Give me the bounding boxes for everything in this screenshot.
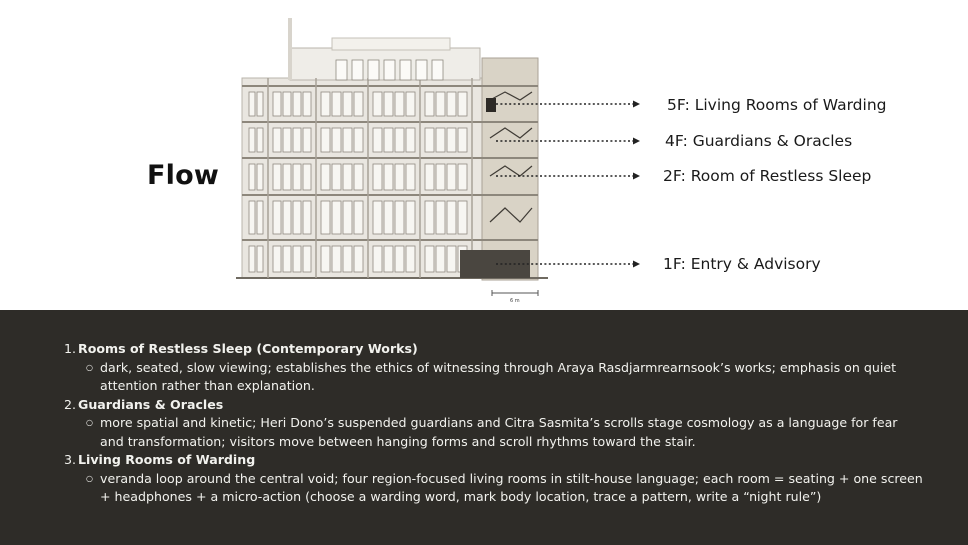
floor-label-4f: 4F: Guardians & Oracles [665,132,853,150]
window-pane [321,246,330,272]
window-pane [303,201,311,234]
floor-label-1f: 1F: Entry & Advisory [663,255,821,273]
window-pane [436,164,445,190]
window-pane [373,201,382,234]
window-pane [257,92,263,116]
window-pane [293,92,301,116]
window-pane [293,128,301,152]
window-pane [293,164,301,190]
window-pane [447,201,456,234]
window-pane [384,164,393,190]
window-pane [257,201,263,234]
window-pane [354,201,363,234]
window-pane [447,164,456,190]
window-pane [249,164,255,190]
window-pane [458,164,467,190]
arrow-heads [633,101,640,268]
window-pane [332,128,341,152]
window-pane [447,92,456,116]
floor-label-2f: 2F: Room of Restless Sleep [663,167,872,185]
item-description: veranda loop around the central void; four region-focused living rooms in stilt-house language; each room = seating + one screen + headphones + a micro-action (choose a warding word, mark body location, trace a pattern, write a “night rule”) [100,470,923,504]
window-pane [395,164,404,190]
window-pane [406,92,415,116]
window-pane [384,201,393,234]
item-number: 3. [64,452,77,467]
window-pane [303,128,311,152]
window-pane [384,246,393,272]
window-pane [425,128,434,152]
window-pane [343,201,352,234]
window-pane [273,164,281,190]
window-pane [436,92,445,116]
item-description: dark, seated, slow viewing; establishes the ethics of witnessing through Araya Rasdjarmrearnsook’s works; emphasis on quiet attention rather than explanation. [100,359,897,393]
window-pane [321,164,330,190]
bullet-circle-icon: ○ [86,473,93,483]
window-pane [283,246,291,272]
item-title: Rooms of Restless Sleep (Contemporary Works) [78,341,418,356]
window-pane [436,201,445,234]
window-pane [273,128,281,152]
window-pane [354,128,363,152]
window-pane [436,128,445,152]
window-pane [373,92,382,116]
window-pane [321,92,330,116]
window-pane [273,246,281,272]
window-pane [447,246,456,272]
window-pane [283,128,291,152]
window-pane [395,201,404,234]
window-pane [249,92,255,116]
window-pane [406,201,415,234]
list-item [64,340,924,396]
bullet-circle-icon: ○ [86,418,93,427]
window-pane [257,128,263,152]
window-pane [273,92,281,116]
window-pane [303,164,311,190]
window-pane [283,164,291,190]
window-pane [395,128,404,152]
window-pane [432,60,443,80]
window-pane [384,92,393,116]
window-pane [458,201,467,234]
window-pane [354,164,363,190]
window-pane [373,246,382,272]
item-number: 1. [64,341,77,356]
window-pane [283,201,291,234]
item-number: 2. [64,396,77,412]
window-pane [293,246,301,272]
window-pane [425,164,434,190]
window-pane [373,128,382,152]
window-pane [343,128,352,152]
flow-description-list [64,340,924,507]
window-pane [400,60,411,80]
window-pane [336,60,347,80]
window-pane [354,246,363,272]
scale-label: 6 m [510,298,520,304]
window-pane [332,164,341,190]
window-pane [257,164,263,190]
window-pane [436,246,445,272]
window-pane [416,60,427,80]
window-pane [425,201,434,234]
window-pane [332,92,341,116]
window-pane [249,201,255,234]
window-pane [332,201,341,234]
item-title: Living Rooms of Warding [78,452,256,467]
window-pane [373,164,382,190]
window-pane [458,92,467,116]
page-title: Flow [147,160,219,191]
window-pane [395,92,404,116]
window-pane [458,128,467,152]
window-pane [447,128,456,152]
item-description: more spatial and kinetic; Heri Dono’s suspended guardians and Citra Sasmita’s scrolls stage cosmology as a language for fear and transformation; visitors move between hanging forms and scroll rhythms toward the stair. [100,415,898,449]
window-pane [406,246,415,272]
window-pane [384,60,395,80]
window-pane [425,92,434,116]
window-pane [321,128,330,152]
floor-label-5f: 5F: Living Rooms of Warding [667,96,887,114]
window-pane [343,92,352,116]
window-pane [249,128,255,152]
list-item [64,396,924,452]
window-pane [343,164,352,190]
window-pane [257,246,263,272]
window-pane [368,60,379,80]
window-pane [321,201,330,234]
window-pane [395,246,404,272]
item-title: Guardians & Oracles [78,396,224,412]
window-pane [343,246,352,272]
window-pane [406,164,415,190]
window-pane [352,60,363,80]
window-pane [303,246,311,272]
window-pane [332,246,341,272]
bullet-circle-icon: ○ [86,362,93,372]
window-pane [354,92,363,116]
window-pane [406,128,415,152]
list-item [64,451,924,507]
scale-bar [492,290,538,304]
window-pane [384,128,393,152]
window-pane [283,92,291,116]
window-pane [273,201,281,234]
window-pane [249,246,255,272]
window-pane [425,246,434,272]
window-pane [293,201,301,234]
window-pane [303,92,311,116]
